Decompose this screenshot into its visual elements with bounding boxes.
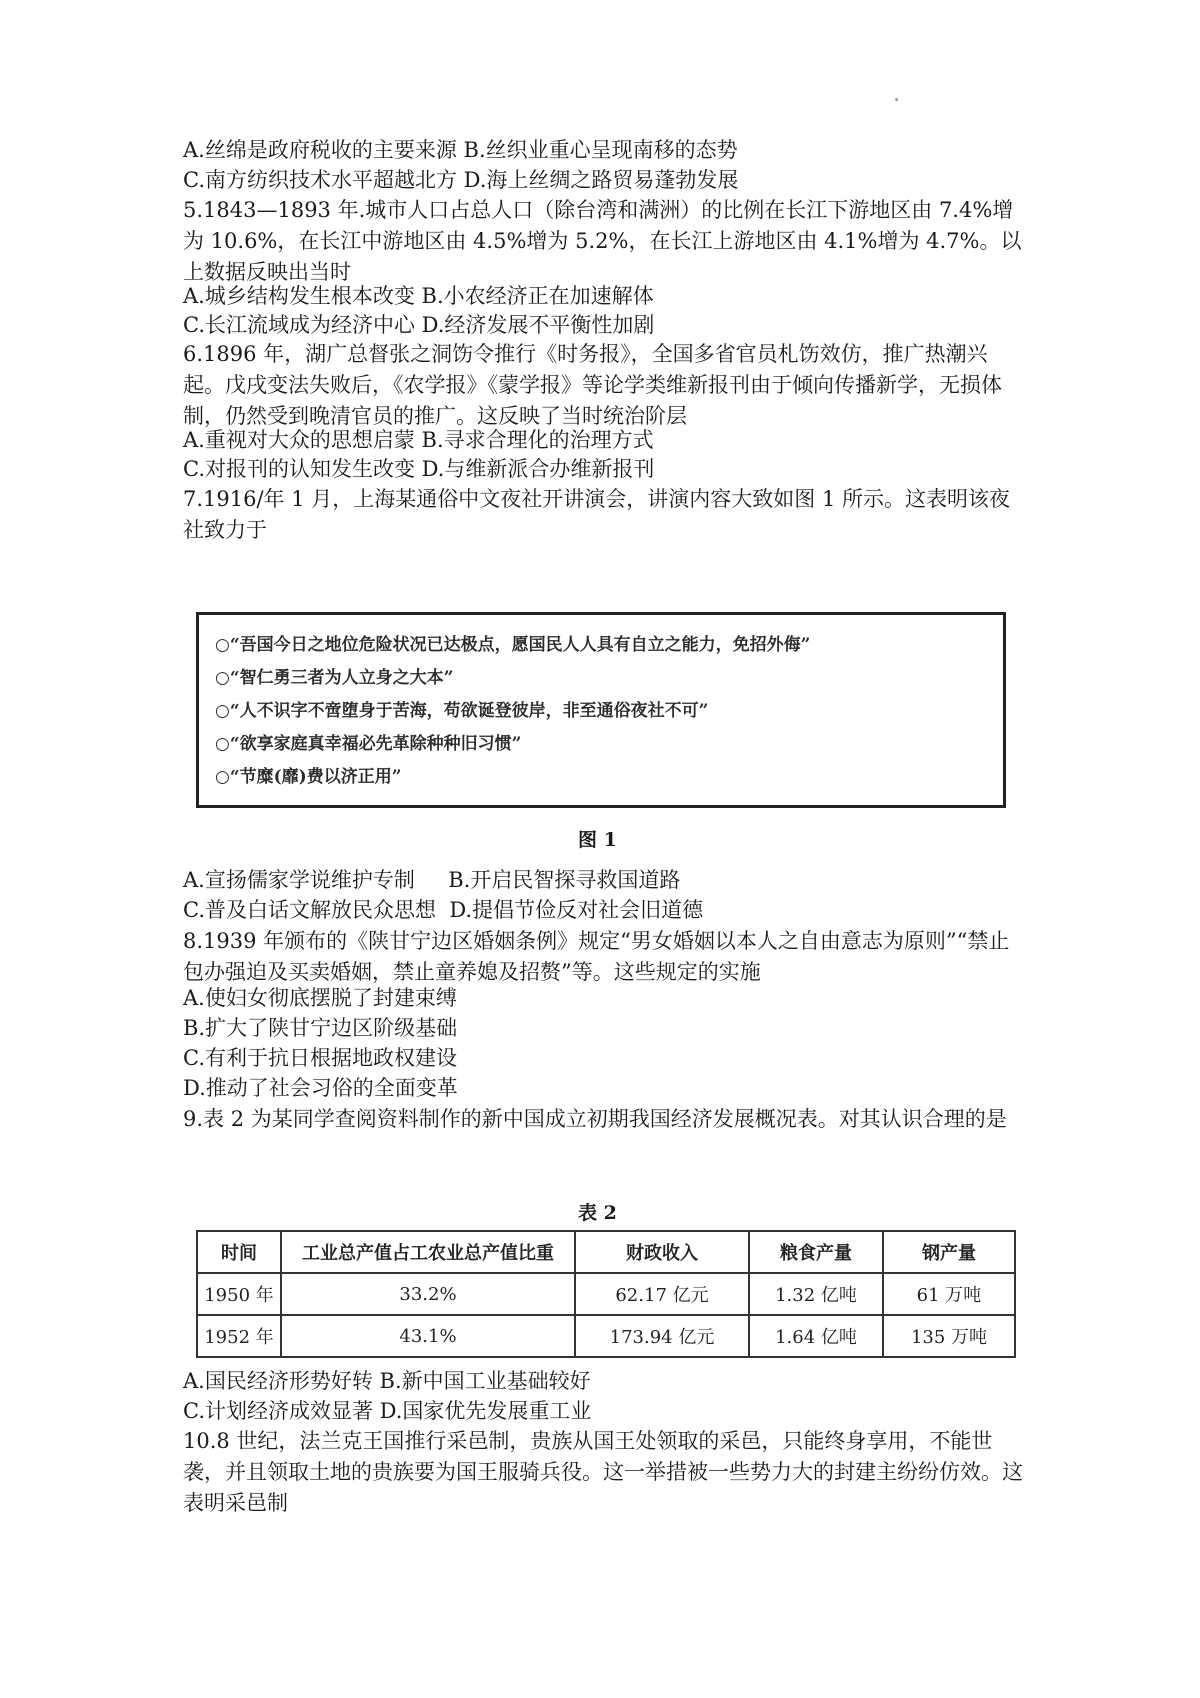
table-header-cell: 工业总产值占工农业总产值比重	[281, 1231, 575, 1273]
q10-stem: 10.8 世纪，法兰克王国推行采邑制，贵族从国王处领取的采邑，只能终身享用，不能世袭，并且领取土地的贵族要为国王服骑兵役。这一举措被一些势力大的封建主纷纷仿效。这表明采邑制	[183, 1429, 1023, 1515]
q8-option-b: B.扩大了陕甘宁边区阶级基础	[183, 1016, 458, 1040]
table-cell: 1952 年	[197, 1315, 281, 1357]
table-header-cell: 钢产量	[883, 1231, 1015, 1273]
q9-options-cd: C.计划经济成效显著 D.国家优先发展重工业	[183, 1399, 592, 1423]
q6-options-cd: C.对报刊的认知发生改变 D.与维新派合办维新报刊	[183, 457, 655, 481]
figure-1-item: ○“人不识字不啻堕身于苦海，苟欲诞登彼岸，非至通俗夜社不可”	[215, 701, 709, 721]
q9-stem: 9.表 2 为某同学查阅资料制作的新中国成立初期我国经济发展概况表。对其认识合理的是	[183, 1107, 1007, 1131]
table-2	[196, 1230, 1016, 1358]
table-2-caption: 表 2	[578, 1202, 617, 1224]
table-header-cell: 粮食产量	[749, 1231, 883, 1273]
q7-stem: 7.1916/年 1 月，上海某通俗中文夜社开讲演会，讲演内容大致如图 1 所示。这表明该夜社致力于	[183, 487, 1010, 542]
table-cell: 135 万吨	[883, 1315, 1015, 1357]
table-cell: 1.32 亿吨	[749, 1273, 883, 1315]
q8-stem: 8.1939 年颁布的《陕甘宁边区婚姻条例》规定“男女婚姻以本人之自由意志为原则”“禁止包办强迫及买卖婚姻，禁止童养媳及招赘”等。这些规定的实施	[183, 929, 1010, 984]
q5-options-ab: A.城乡结构发生根本改变 B.小农经济正在加速解体	[183, 284, 654, 308]
q5-stem: 5.1843—1893 年.城市人口占总人口（除台湾和满洲）的比例在长江下游地区由 7.4%增为 10.6%，在长江中游地区由 4.5%增为 5.2%，在长江上游地区由 4.1%增为 4.7%。以上数据反映出当时	[183, 198, 1022, 284]
q7-options-ab: A.宣扬儒家学说维护专制 B.开启民智探寻救国道路	[183, 868, 681, 892]
figure-1-item: ○“吾国今日之地位危险状况已达极点，愿国民人人具有自立之能力，免招外侮”	[215, 635, 811, 655]
q4-options-cd: C.南方纺织技术水平超越北方 D.海上丝绸之路贸易蓬勃发展	[183, 168, 739, 192]
table-row	[197, 1315, 1015, 1357]
table-cell: 33.2%	[281, 1273, 575, 1315]
q4-options-ab: A.丝绵是政府税收的主要来源 B.丝织业重心呈现南移的态势	[183, 138, 738, 162]
scan-speck	[895, 98, 898, 101]
table-header-cell: 时间	[197, 1231, 281, 1273]
table-cell: 61 万吨	[883, 1273, 1015, 1315]
table-cell: 1.64 亿吨	[749, 1315, 883, 1357]
table-header-cell: 财政收入	[575, 1231, 749, 1273]
q8-option-c: C.有利于抗日根据地政权建设	[183, 1046, 457, 1070]
q6-options-ab: A.重视对大众的思想启蒙 B.寻求合理化的治理方式	[183, 428, 654, 452]
table-cell: 62.17 亿元	[575, 1273, 749, 1315]
q8-option-d: D.推动了社会习俗的全面变革	[183, 1076, 458, 1100]
figure-1-box	[196, 612, 1006, 808]
table-cell: 1950 年	[197, 1273, 281, 1315]
figure-1-item: ○“节糜(靡)费以济正用”	[215, 767, 402, 787]
q6-stem: 6.1896 年，湖广总督张之洞饬令推行《时务报》，全国多省官员札饬效仿，推广热潮兴起。戊戌变法失败后，《农学报》《蒙学报》等论学类维新报刊由于倾向传播新学，无损体制，仍然受到晚清官员的推广。这反映了当时统治阶层	[183, 342, 1002, 428]
table-row	[197, 1273, 1015, 1315]
figure-1-item: ○“欲享家庭真幸福必先革除种种旧习惯”	[215, 734, 522, 754]
figure-1-item: ○“智仁勇三者为人立身之大本”	[215, 668, 454, 688]
q5-options-cd: C.长江流域成为经济中心 D.经济发展不平衡性加剧	[183, 313, 655, 337]
figure-1-caption: 图 1	[578, 829, 617, 851]
table-cell: 173.94 亿元	[575, 1315, 749, 1357]
q7-options-cd: C.普及白话文解放民众思想 D.提倡节俭反对社会旧道德	[183, 898, 704, 922]
q9-options-ab: A.国民经济形势好转 B.新中国工业基础较好	[183, 1369, 591, 1393]
q8-option-a: A.使妇女彻底摆脱了封建束缚	[183, 986, 457, 1010]
table-cell: 43.1%	[281, 1315, 575, 1357]
table-header-row	[197, 1231, 1015, 1273]
